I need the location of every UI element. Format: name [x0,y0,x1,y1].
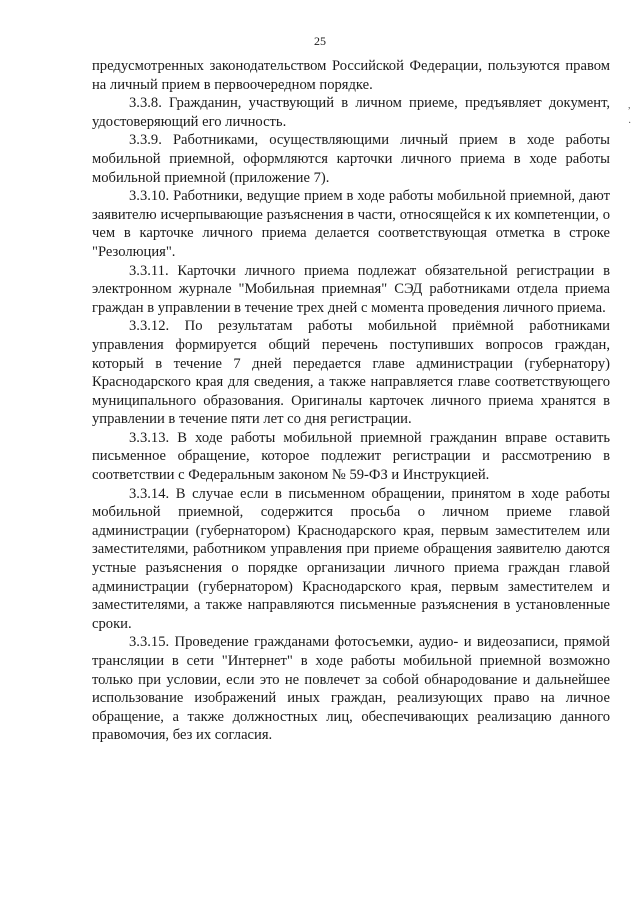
paragraph-3-3-12: 3.3.12. По результатам работы мобильной приёмной работниками управления формируется общий перечень поступивших вопросов граждан, который в течение 7 дней передается главе администрации (губернатору) Краснодарского края для сведения, а также направляется главе соответствующего муниципального образования. Оригиналы карточек личного приема хранятся в управлении в течение пяти лет со дня регистрации. [92,318,610,428]
paragraph-3-3-9: 3.3.9. Работниками, осуществляющими личный прием в ходе работы мобильной приемной, оформляются карточки личного приема в ходе работы мобильной приемной (приложение 7). [92,132,610,186]
document-body [92,57,610,745]
paragraph-3-3-15: 3.3.15. Проведение гражданами фотосъемки, аудио- и видеозаписи, прямой трансляции в сети "Интернет" в ходе работы мобильной приемной возможно только при условии, если это не повлечет за собой обнародование и дальнейшее использование изображений иных граждан, реализующих право на личное обращение, а также должностных лиц, обеспечивающих реализацию данного правомочия, без их согласия. [92,634,610,744]
paragraph-3-3-14: 3.3.14. В случае если в письменном обращении, принятом в ходе работы мобильной приемной, содержится просьба о личном приеме главой администрации (губернатором) Краснодарского края, первым заместителем или заместителями, работником управления при приеме обращения заявителю даются устные разъяснения о порядке организации личного приема граждан главой администрации (губернатором) Краснодарского края, первым заместителем и заместителями, а также направляются письменные разъяснения в установленные сроки. [92,485,610,632]
paragraph-3-3-8: 3.3.8. Гражданин, участвующий в личном приеме, предъявляет документ, удостоверяющий его личность. [92,95,610,130]
paragraph-3-3-10: 3.3.10. Работники, ведущие прием в ходе работы мобильной приемной, дают заявителю исчерпывающие разъяснения в части, относящейся к их компетенции, о чем в карточке личного приема делается соответствующая отметка в строке "Резолюция". [92,188,610,260]
paragraph-3-3-11: 3.3.11. Карточки личного приема подлежат обязательной регистрации в электронном журнале "Мобильная приемная" СЭД работниками отдела приема граждан в управлении в течение трех дней с момента проведения личного приема. [92,262,610,316]
page-number: 25 [314,34,326,48]
paragraph-continuation: предусмотренных законодательством Российской Федерации, пользуются правом на личный прием в первоочередном порядке. [92,58,610,93]
scan-margin-mark: , [628,100,631,111]
scan-margin-mark: · [628,118,632,129]
paragraph-3-3-13: 3.3.13. В ходе работы мобильной приемной гражданин вправе оставить письменное обращение, которое подлежит регистрации и рассмотрению в соответствии с Федеральным законом № 59-ФЗ и Инструкцией. [92,429,610,484]
